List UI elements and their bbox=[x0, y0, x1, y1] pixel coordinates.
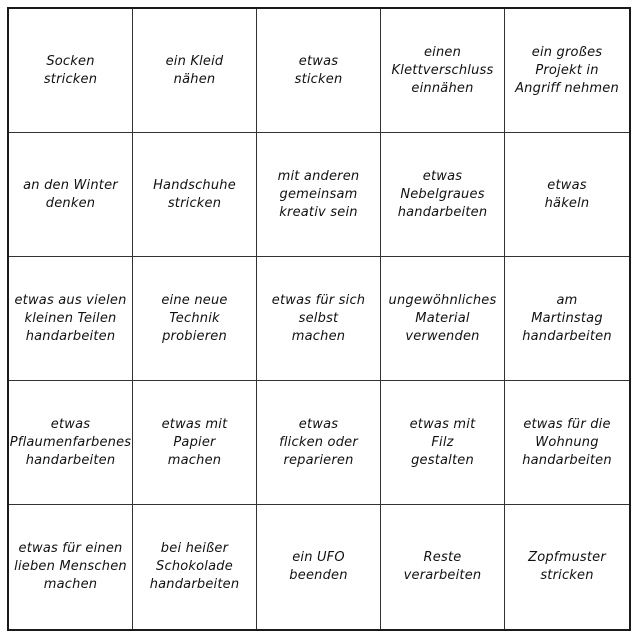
bingo-cell[interactable] bbox=[257, 9, 381, 133]
bingo-cell-text: einen Klettverschluss einnähen bbox=[391, 44, 494, 96]
bingo-cell[interactable] bbox=[505, 133, 629, 257]
bingo-cell[interactable] bbox=[9, 381, 133, 505]
bingo-cell[interactable] bbox=[133, 9, 257, 133]
bingo-cell-text: ungewöhnliches Material verwenden bbox=[388, 292, 497, 344]
bingo-cell-text: etwas Nebelgraues handarbeiten bbox=[397, 168, 488, 220]
bingo-cell-text: etwas Pflaumenfarbenes handarbeiten bbox=[9, 416, 132, 468]
bingo-cell-text: etwas für sich selbst machen bbox=[271, 292, 366, 344]
bingo-cell-text: Socken stricken bbox=[43, 53, 98, 87]
bingo-cell[interactable] bbox=[505, 505, 629, 629]
bingo-cell-text: etwas für die Wohnung handarbeiten bbox=[522, 416, 612, 468]
bingo-cell[interactable] bbox=[9, 257, 133, 381]
bingo-cell[interactable] bbox=[381, 257, 505, 381]
bingo-cell-text: etwas sticken bbox=[294, 53, 343, 87]
bingo-cell[interactable] bbox=[133, 505, 257, 629]
bingo-cell-text: etwas flicken oder reparieren bbox=[279, 416, 358, 468]
bingo-cell-text: etwas mit Filz gestalten bbox=[409, 416, 476, 468]
bingo-cell[interactable] bbox=[505, 257, 629, 381]
bingo-cell[interactable] bbox=[257, 133, 381, 257]
bingo-cell-text: ein Kleid nähen bbox=[165, 53, 224, 87]
bingo-cell[interactable] bbox=[9, 505, 133, 629]
bingo-cell-text: bei heißer Schokolade handarbeiten bbox=[149, 541, 240, 592]
bingo-cell-text: etwas für einen lieben Menschen machen bbox=[14, 541, 127, 592]
bingo-cell[interactable] bbox=[133, 257, 257, 381]
bingo-cell-text: etwas häkeln bbox=[544, 177, 590, 211]
bingo-cell-text: etwas mit Papier machen bbox=[161, 416, 228, 468]
bingo-cell-text: an den Winter denken bbox=[23, 177, 118, 211]
bingo-cell[interactable] bbox=[9, 9, 133, 133]
bingo-board bbox=[7, 7, 631, 631]
bingo-cell[interactable] bbox=[381, 505, 505, 629]
bingo-cell[interactable] bbox=[133, 381, 257, 505]
bingo-cell[interactable] bbox=[505, 9, 629, 133]
bingo-cell[interactable] bbox=[257, 381, 381, 505]
bingo-cell-text: ein UFO beenden bbox=[289, 550, 348, 583]
bingo-cell-text: mit anderen gemeinsam kreativ sein bbox=[277, 168, 360, 220]
bingo-cell-text: Reste verarbeiten bbox=[403, 550, 482, 583]
bingo-cell-text: am Martinstag handarbeiten bbox=[522, 292, 612, 344]
bingo-cell[interactable] bbox=[133, 133, 257, 257]
bingo-cell[interactable] bbox=[381, 133, 505, 257]
bingo-cell[interactable] bbox=[257, 257, 381, 381]
bingo-cell[interactable] bbox=[257, 505, 381, 629]
bingo-cell-text: Zopfmuster stricken bbox=[528, 550, 606, 583]
bingo-cell-text: Handschuhe stricken bbox=[153, 177, 236, 211]
bingo-cell-text: eine neue Technik probieren bbox=[161, 292, 228, 344]
bingo-cell[interactable] bbox=[381, 9, 505, 133]
bingo-cell[interactable] bbox=[505, 381, 629, 505]
bingo-cell[interactable] bbox=[381, 381, 505, 505]
bingo-cell-text: ein großes Projekt in Angriff nehmen bbox=[515, 44, 619, 96]
bingo-cell[interactable] bbox=[9, 133, 133, 257]
bingo-cell-text: etwas aus vielen kleinen Teilen handarbeiten bbox=[14, 292, 127, 344]
